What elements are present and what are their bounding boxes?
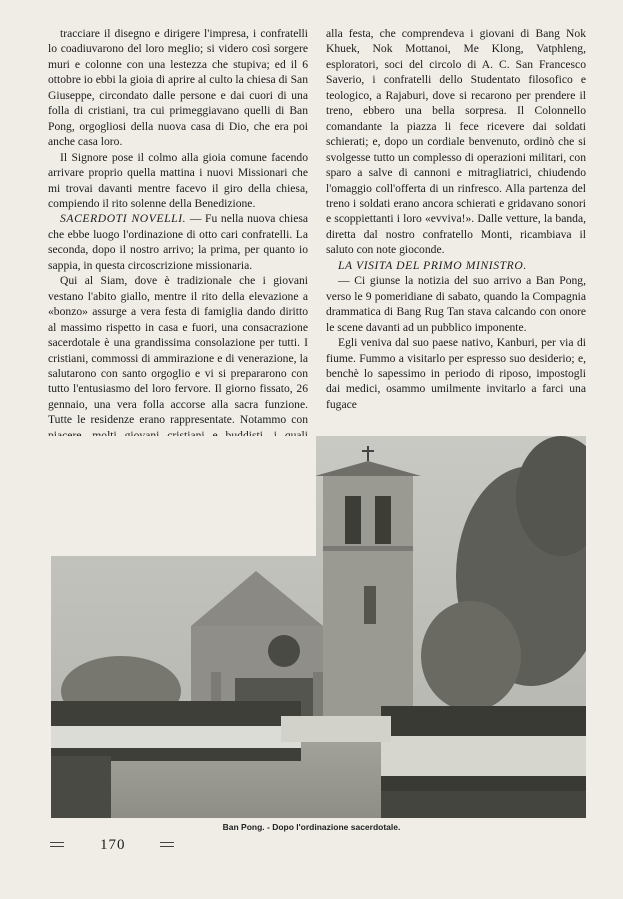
paragraph: tracciare il disegno e dirigere l'impresa, i confratelli lo coadiuvarono del loro meglio; si videro così sorgere muri e colonne con una lestezza che stupiva; ed il 6 ottobre io ebbi la gioia di aprire al culto la chiesa di San Giuseppe, circondato dalle persone e dai cuori di una folla di cristiani, tra cui primeggiavano quelli di Ban Pong, orgogliosi della nuova casa di Dio, che era poi anche casa loro. (48, 27, 308, 149)
photo-caption: Ban Pong. - Dopo l'ordinazione sacerdotale. (222, 822, 401, 832)
page-number: 170 (100, 837, 126, 853)
section-heading: LA VISITA DEL PRIMO MINISTRO. (338, 258, 527, 272)
page-ornament-left (50, 842, 64, 848)
paragraph: Qui al Siam, dove è tradizionale che i giovani vestano l'abito giallo, mentre il rito della elevazione a «bonzo» assurge a vera festa di famiglia dando diritto al massimo rispetto in casa e fuori, una consacrazione sacerdotale è una grandissima consolazione per tutti. I cristiani, commossi di ammirazione e di venerazione, la salutarono con santo orgoglio e vi si prepararono con tutto l'entusiasmo del loro fervore. Il giorno fissato, 26 gennaio, una vera folla accorse alla sacra funzione. Tutte le residenze erano rappresentate. Notammo con (48, 274, 308, 427)
section-heading: SACERDOTI NOVELLI. (60, 212, 187, 226)
paragraph: alla festa, che comprendeva i giovani di Bang Nok Khuek, Nok Mottanoi, Me Klong, Vatphleng, esploratori, soci del circolo di A. C. San Francesco Saverio, i confratelli dello Studentato filosofico e teologico, a Rajaburi, dove si recarono per prendere il treno, ebbero una bella sorpresa. Il Colonnello comandante la piazza li fece ricevere dai soldati schierati; e, dopo un cordiale benvenuto, ordinò che si svolgesse tutto un complesso di operazioni militari, con sparo a salve di cannoni e mitragliatrici, chiudendo l'omaggio coll'offerta di un rinfresco. Alla partenza del treno i soldati erano ancora schierati e gridavano sonori e scoppiettanti i loro «evviva!». Dalle vetture, la banda, diretta dal nostro confratello Monti, ricambiava il saluto con note gioconde. (326, 27, 586, 257)
paragraph-text: — Fu nella nuova chiesa che ebbe luogo l'ordinazione di otto cari confratelli. La seconda, dopo il nostro arrivo; la prima, per quanto io sappia, in questa circoscrizione missionaria. (48, 212, 308, 272)
page-ornament-right (160, 842, 174, 848)
paragraph: Il Signore pose il colmo alla gioia comune facendo arrivare proprio quella mattina i nuovi Missionari che mi trovai davanti mentre facevo il giro della chiesa, compiendo il rito solenne della Benedizione. (48, 150, 308, 210)
section-paragraph (48, 211, 308, 273)
photo-text-cutout (48, 436, 316, 556)
paragraph: Egli veniva dal suo paese nativo, Kanburi, per via di fiume. Fummo a visitarlo per espresso suo desiderio; e, benchè lo sapessimo in periodo di riposo, impostogli dai medici, osammo umilmente invitarlo a farci una fugace (326, 336, 586, 411)
paragraph: — Ci giunse la notizia del suo arrivo a Ban Pong, verso le 9 pomeridiane di sabato, quando la Compagnia drammatica di Bang Rug Tan stava calcando con onore le scene davanti ad un pubblico imponente. (326, 274, 586, 334)
right-column (326, 26, 586, 412)
